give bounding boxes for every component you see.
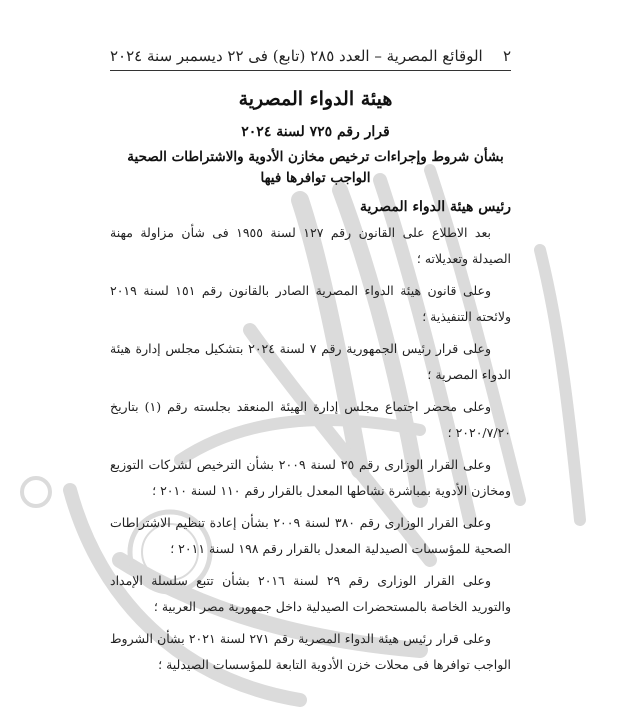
preamble-paragraph: وعلى القرار الوزارى رقم ٢٩ لسنة ٢٠١٦ بشأن تتبع سلسلة الإمداد والتوريد الخاصة بالمستحضرات الصيدلية داخل جمهورية مصر العربية ؛ — [110, 573, 511, 614]
page-title: هيئة الدواء المصرية — [238, 88, 393, 110]
preamble — [110, 220, 511, 684]
preamble-paragraph: وعلى قانون هيئة الدواء المصرية الصادر بالقانون رقم ١٥١ لسنة ٢٠١٩ ولائحته التنفيذية ؛ — [110, 283, 511, 324]
preamble-paragraph: وعلى قرار رئيس هيئة الدواء المصرية رقم ٢٧١ لسنة ٢٠٢١ بشأن الشروط الواجب توافرها فى محلات خزن الأدوية التابعة للمؤسسات الصيدلية ؛ — [110, 631, 511, 672]
preamble-paragraph: بعد الاطلاع على القانون رقم ١٢٧ لسنة ١٩٥٥ فى شأن مزاولة مهنة الصيدلة وتعديلاته ؛ — [110, 225, 511, 266]
decree-subject: بشأن شروط وإجراءات ترخيص مخازن الأدوية والاشتراطات الصحية الواجب توافرها فيها — [127, 149, 504, 186]
preamble-paragraph: وعلى محضر اجتماع مجلس إدارة الهيئة المنعقد بجلسته رقم (١) بتاريخ ٢٠٢٠/٧/٢٠ ؛ — [110, 399, 511, 440]
preamble-paragraph: وعلى القرار الوزارى رقم ٣٨٠ لسنة ٢٠٠٩ بشأن إعادة تنظيم الاشتراطات الصحية للمؤسسات الصيدلية المعدل بالقرار رقم ١٩٨ لسنة ٢٠١١ ؛ — [110, 515, 511, 556]
issuer-title: رئيس هيئة الدواء المصرية — [360, 199, 511, 215]
preamble-paragraph: وعلى القرار الوزارى رقم ٢٥ لسنة ٢٠٠٩ بشأن الترخيص لشركات التوزيع ومخازن الأدوية بمباشرة نشاطها المعدل بالقرار رقم ١١٠ لسنة ٢٠١٠ ؛ — [110, 457, 511, 498]
running-header — [110, 44, 511, 68]
running-title: الوقائع المصرية – العدد ٢٨٥ (تابع) فى ٢٢ ديسمبر سنة ٢٠٢٤ — [110, 47, 483, 65]
header-divider — [110, 70, 511, 71]
page-number: ٢ — [502, 47, 511, 65]
decree-number: قرار رقم ٧٢٥ لسنة ٢٠٢٤ — [241, 124, 390, 140]
preamble-paragraph: وعلى قرار رئيس الجمهورية رقم ٧ لسنة ٢٠٢٤ بتشكيل مجلس إدارة هيئة الدواء المصرية ؛ — [110, 341, 511, 382]
